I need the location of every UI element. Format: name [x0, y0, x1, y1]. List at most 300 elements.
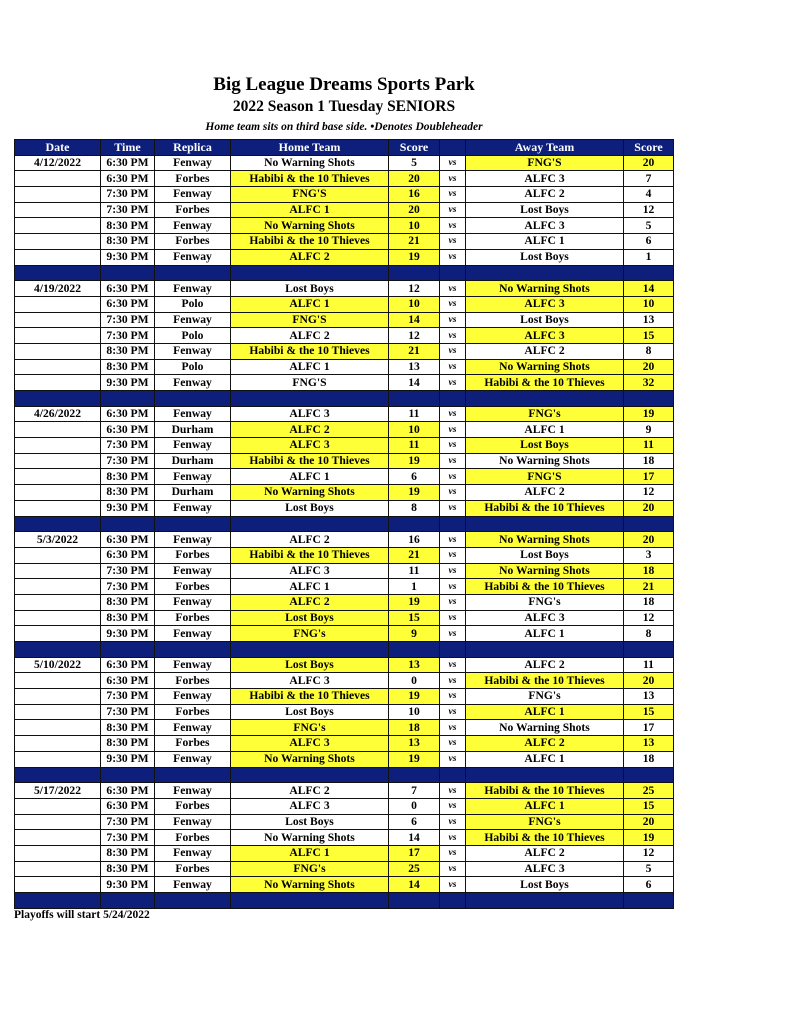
week-separator-row: [15, 391, 674, 407]
away-score-cell: 8: [624, 626, 674, 642]
home-team-cell: ALFC 1: [231, 579, 389, 595]
away-score-cell: 8: [624, 343, 674, 359]
date-cell: [15, 422, 101, 438]
date-cell: 4/26/2022: [15, 406, 101, 422]
table-row: [15, 171, 674, 187]
col-away-score: Score: [624, 140, 674, 156]
separator-cell: [231, 265, 389, 281]
away-score-cell: 20: [624, 500, 674, 516]
home-team-cell: Lost Boys: [231, 610, 389, 626]
vs-cell: vs: [440, 830, 466, 846]
vs-cell: vs: [440, 751, 466, 767]
separator-cell: [466, 516, 624, 532]
home-score-cell: 10: [389, 218, 440, 234]
vs-cell: vs: [440, 783, 466, 799]
vs-cell: vs: [440, 861, 466, 877]
home-score-cell: 8: [389, 500, 440, 516]
separator-cell: [389, 265, 440, 281]
away-team-cell: Habibi & the 10 Thieves: [466, 783, 624, 799]
table-row: [15, 155, 674, 171]
separator-cell: [101, 516, 155, 532]
away-score-cell: 15: [624, 798, 674, 814]
home-team-cell: ALFC 2: [231, 422, 389, 438]
home-team-cell: No Warning Shots: [231, 877, 389, 893]
replica-cell: Forbes: [155, 234, 231, 250]
away-score-cell: 5: [624, 218, 674, 234]
table-row: [15, 532, 674, 548]
week-separator-row: [15, 767, 674, 783]
separator-cell: [155, 265, 231, 281]
date-cell: [15, 877, 101, 893]
home-team-cell: Lost Boys: [231, 281, 389, 297]
away-team-cell: ALFC 2: [466, 485, 624, 501]
away-team-cell: ALFC 2: [466, 187, 624, 203]
time-cell: 8:30 PM: [101, 469, 155, 485]
home-team-cell: Lost Boys: [231, 657, 389, 673]
away-score-cell: 17: [624, 720, 674, 736]
replica-cell: Fenway: [155, 877, 231, 893]
replica-cell: Polo: [155, 359, 231, 375]
home-score-cell: 19: [389, 594, 440, 610]
away-team-cell: FNG's: [466, 814, 624, 830]
time-cell: 8:30 PM: [101, 218, 155, 234]
vs-cell: vs: [440, 171, 466, 187]
date-cell: [15, 171, 101, 187]
away-team-cell: No Warning Shots: [466, 563, 624, 579]
vs-cell: vs: [440, 359, 466, 375]
away-score-cell: 4: [624, 187, 674, 203]
time-cell: 7:30 PM: [101, 438, 155, 454]
time-cell: 9:30 PM: [101, 249, 155, 265]
separator-cell: [15, 642, 101, 658]
home-team-cell: No Warning Shots: [231, 751, 389, 767]
vs-cell: vs: [440, 469, 466, 485]
home-team-cell: FNG'S: [231, 375, 389, 391]
vs-cell: vs: [440, 626, 466, 642]
home-score-cell: 10: [389, 704, 440, 720]
separator-cell: [440, 265, 466, 281]
time-cell: 6:30 PM: [101, 547, 155, 563]
replica-cell: Forbes: [155, 547, 231, 563]
replica-cell: Fenway: [155, 218, 231, 234]
table-row: [15, 406, 674, 422]
home-score-cell: 12: [389, 281, 440, 297]
date-cell: [15, 736, 101, 752]
home-score-cell: 9: [389, 626, 440, 642]
away-team-cell: Lost Boys: [466, 438, 624, 454]
away-score-cell: 1: [624, 249, 674, 265]
table-row: [15, 751, 674, 767]
date-cell: [15, 234, 101, 250]
replica-cell: Fenway: [155, 814, 231, 830]
away-team-cell: ALFC 3: [466, 861, 624, 877]
table-row: [15, 861, 674, 877]
date-cell: [15, 689, 101, 705]
away-score-cell: 6: [624, 877, 674, 893]
table-row: [15, 689, 674, 705]
vs-cell: vs: [440, 485, 466, 501]
home-score-cell: 12: [389, 328, 440, 344]
replica-cell: Forbes: [155, 830, 231, 846]
table-row: [15, 563, 674, 579]
table-row: [15, 202, 674, 218]
home-score-cell: 7: [389, 783, 440, 799]
home-score-cell: 16: [389, 187, 440, 203]
table-row: [15, 830, 674, 846]
vs-cell: vs: [440, 422, 466, 438]
away-score-cell: 12: [624, 845, 674, 861]
home-team-cell: ALFC 3: [231, 798, 389, 814]
vs-cell: vs: [440, 547, 466, 563]
date-cell: [15, 830, 101, 846]
away-team-cell: Lost Boys: [466, 249, 624, 265]
away-score-cell: 13: [624, 689, 674, 705]
separator-cell: [101, 642, 155, 658]
date-cell: [15, 720, 101, 736]
home-score-cell: 6: [389, 469, 440, 485]
date-cell: [15, 296, 101, 312]
home-team-cell: ALFC 2: [231, 532, 389, 548]
separator-cell: [15, 391, 101, 407]
separator-cell: [440, 391, 466, 407]
home-score-cell: 20: [389, 171, 440, 187]
away-score-cell: 20: [624, 814, 674, 830]
away-score-cell: 18: [624, 751, 674, 767]
date-cell: [15, 861, 101, 877]
replica-cell: Fenway: [155, 249, 231, 265]
separator-cell: [389, 642, 440, 658]
away-score-cell: 20: [624, 532, 674, 548]
week-separator-row: [15, 265, 674, 281]
vs-cell: vs: [440, 689, 466, 705]
away-team-cell: FNG'S: [466, 469, 624, 485]
date-cell: [15, 202, 101, 218]
replica-cell: Polo: [155, 296, 231, 312]
schedule-body: [15, 155, 674, 908]
table-row: [15, 626, 674, 642]
date-cell: [15, 547, 101, 563]
replica-cell: Forbes: [155, 798, 231, 814]
table-row: [15, 673, 674, 689]
separator-cell: [15, 893, 101, 909]
vs-cell: vs: [440, 563, 466, 579]
home-score-cell: 6: [389, 814, 440, 830]
table-row: [15, 814, 674, 830]
date-cell: [15, 814, 101, 830]
away-team-cell: Lost Boys: [466, 202, 624, 218]
schedule-table: [14, 139, 674, 909]
table-row: [15, 218, 674, 234]
time-cell: 6:30 PM: [101, 673, 155, 689]
away-score-cell: 14: [624, 281, 674, 297]
home-score-cell: 15: [389, 610, 440, 626]
replica-cell: Polo: [155, 328, 231, 344]
home-team-cell: ALFC 1: [231, 202, 389, 218]
away-team-cell: ALFC 1: [466, 704, 624, 720]
table-row: [15, 296, 674, 312]
table-row: [15, 798, 674, 814]
home-score-cell: 13: [389, 657, 440, 673]
col-away-team: Away Team: [466, 140, 624, 156]
separator-cell: [624, 642, 674, 658]
time-cell: 6:30 PM: [101, 155, 155, 171]
separator-cell: [624, 767, 674, 783]
vs-cell: vs: [440, 814, 466, 830]
replica-cell: Durham: [155, 453, 231, 469]
home-team-cell: FNG'S: [231, 187, 389, 203]
date-cell: [15, 485, 101, 501]
col-date: Date: [15, 140, 101, 156]
time-cell: 6:30 PM: [101, 657, 155, 673]
separator-cell: [624, 893, 674, 909]
time-cell: 6:30 PM: [101, 281, 155, 297]
date-cell: 5/3/2022: [15, 532, 101, 548]
away-score-cell: 19: [624, 830, 674, 846]
replica-cell: Fenway: [155, 406, 231, 422]
vs-cell: vs: [440, 657, 466, 673]
date-cell: [15, 469, 101, 485]
separator-cell: [101, 767, 155, 783]
vs-cell: vs: [440, 343, 466, 359]
away-score-cell: 11: [624, 438, 674, 454]
time-cell: 7:30 PM: [101, 328, 155, 344]
replica-cell: Fenway: [155, 563, 231, 579]
away-score-cell: 19: [624, 406, 674, 422]
separator-cell: [624, 391, 674, 407]
vs-cell: vs: [440, 155, 466, 171]
date-cell: [15, 328, 101, 344]
col-replica: Replica: [155, 140, 231, 156]
home-score-cell: 14: [389, 877, 440, 893]
separator-cell: [466, 893, 624, 909]
time-cell: 6:30 PM: [101, 798, 155, 814]
time-cell: 6:30 PM: [101, 296, 155, 312]
table-row: [15, 704, 674, 720]
vs-cell: vs: [440, 532, 466, 548]
home-team-cell: Habibi & the 10 Thieves: [231, 171, 389, 187]
vs-cell: vs: [440, 249, 466, 265]
replica-cell: Fenway: [155, 500, 231, 516]
home-team-cell: ALFC 3: [231, 438, 389, 454]
away-score-cell: 15: [624, 328, 674, 344]
home-score-cell: 19: [389, 453, 440, 469]
away-team-cell: ALFC 1: [466, 234, 624, 250]
away-team-cell: Habibi & the 10 Thieves: [466, 830, 624, 846]
away-score-cell: 20: [624, 359, 674, 375]
away-team-cell: FNG's: [466, 594, 624, 610]
date-cell: [15, 579, 101, 595]
table-row: [15, 328, 674, 344]
time-cell: 8:30 PM: [101, 343, 155, 359]
replica-cell: Fenway: [155, 469, 231, 485]
home-score-cell: 11: [389, 406, 440, 422]
home-score-cell: 25: [389, 861, 440, 877]
table-row: [15, 187, 674, 203]
time-cell: 8:30 PM: [101, 594, 155, 610]
week-separator-row: [15, 516, 674, 532]
home-team-cell: FNG's: [231, 626, 389, 642]
separator-cell: [624, 265, 674, 281]
replica-cell: Forbes: [155, 171, 231, 187]
vs-cell: vs: [440, 736, 466, 752]
home-team-cell: No Warning Shots: [231, 218, 389, 234]
replica-cell: Forbes: [155, 610, 231, 626]
table-row: [15, 657, 674, 673]
separator-cell: [15, 265, 101, 281]
time-cell: 8:30 PM: [101, 861, 155, 877]
table-row: [15, 375, 674, 391]
home-score-cell: 0: [389, 798, 440, 814]
time-cell: 8:30 PM: [101, 485, 155, 501]
home-team-cell: No Warning Shots: [231, 155, 389, 171]
away-team-cell: ALFC 3: [466, 610, 624, 626]
col-home-team: Home Team: [231, 140, 389, 156]
date-cell: [15, 610, 101, 626]
home-score-cell: 13: [389, 359, 440, 375]
away-team-cell: ALFC 3: [466, 328, 624, 344]
replica-cell: Fenway: [155, 187, 231, 203]
date-cell: [15, 798, 101, 814]
home-score-cell: 21: [389, 343, 440, 359]
vs-cell: vs: [440, 610, 466, 626]
home-team-cell: ALFC 3: [231, 736, 389, 752]
week-separator-row: [15, 893, 674, 909]
replica-cell: Fenway: [155, 438, 231, 454]
replica-cell: Forbes: [155, 704, 231, 720]
separator-cell: [101, 893, 155, 909]
date-cell: [15, 343, 101, 359]
home-team-cell: Habibi & the 10 Thieves: [231, 343, 389, 359]
date-cell: 4/12/2022: [15, 155, 101, 171]
playoffs-note: Playoffs will start 5/24/2022: [14, 909, 150, 921]
separator-cell: [466, 265, 624, 281]
vs-cell: vs: [440, 877, 466, 893]
separator-cell: [466, 391, 624, 407]
vs-cell: vs: [440, 406, 466, 422]
away-team-cell: ALFC 2: [466, 736, 624, 752]
separator-cell: [466, 767, 624, 783]
table-row: [15, 783, 674, 799]
away-score-cell: 18: [624, 563, 674, 579]
date-cell: 5/10/2022: [15, 657, 101, 673]
away-team-cell: No Warning Shots: [466, 359, 624, 375]
home-score-cell: 20: [389, 202, 440, 218]
table-row: [15, 438, 674, 454]
vs-cell: vs: [440, 500, 466, 516]
time-cell: 7:30 PM: [101, 704, 155, 720]
home-team-cell: ALFC 3: [231, 406, 389, 422]
table-row: [15, 547, 674, 563]
date-cell: [15, 845, 101, 861]
home-team-cell: No Warning Shots: [231, 830, 389, 846]
date-cell: [15, 218, 101, 234]
away-score-cell: 20: [624, 155, 674, 171]
date-cell: [15, 187, 101, 203]
separator-cell: [155, 391, 231, 407]
replica-cell: Fenway: [155, 751, 231, 767]
separator-cell: [15, 516, 101, 532]
away-score-cell: 32: [624, 375, 674, 391]
time-cell: 6:30 PM: [101, 783, 155, 799]
replica-cell: Fenway: [155, 689, 231, 705]
home-team-cell: FNG'S: [231, 312, 389, 328]
home-team-cell: Lost Boys: [231, 814, 389, 830]
home-score-cell: 5: [389, 155, 440, 171]
time-cell: 6:30 PM: [101, 422, 155, 438]
time-cell: 7:30 PM: [101, 453, 155, 469]
date-cell: [15, 312, 101, 328]
away-score-cell: 17: [624, 469, 674, 485]
home-score-cell: 11: [389, 563, 440, 579]
separator-cell: [389, 516, 440, 532]
replica-cell: Forbes: [155, 202, 231, 218]
separator-cell: [624, 516, 674, 532]
home-score-cell: 19: [389, 485, 440, 501]
table-row: [15, 343, 674, 359]
home-team-cell: ALFC 2: [231, 594, 389, 610]
away-score-cell: 3: [624, 547, 674, 563]
home-score-cell: 19: [389, 751, 440, 767]
away-team-cell: ALFC 1: [466, 626, 624, 642]
separator-cell: [231, 391, 389, 407]
away-team-cell: FNG's: [466, 689, 624, 705]
vs-cell: vs: [440, 202, 466, 218]
time-cell: 7:30 PM: [101, 689, 155, 705]
away-team-cell: ALFC 2: [466, 343, 624, 359]
away-team-cell: Lost Boys: [466, 312, 624, 328]
separator-cell: [389, 391, 440, 407]
time-cell: 8:30 PM: [101, 845, 155, 861]
time-cell: 7:30 PM: [101, 187, 155, 203]
date-cell: [15, 500, 101, 516]
replica-cell: Fenway: [155, 532, 231, 548]
away-team-cell: ALFC 3: [466, 296, 624, 312]
away-score-cell: 12: [624, 202, 674, 218]
date-cell: [15, 673, 101, 689]
separator-cell: [15, 767, 101, 783]
away-score-cell: 25: [624, 783, 674, 799]
away-score-cell: 20: [624, 673, 674, 689]
away-score-cell: 10: [624, 296, 674, 312]
home-score-cell: 1: [389, 579, 440, 595]
separator-cell: [101, 265, 155, 281]
away-team-cell: Lost Boys: [466, 877, 624, 893]
home-team-cell: FNG's: [231, 861, 389, 877]
home-team-cell: FNG's: [231, 720, 389, 736]
separator-cell: [440, 893, 466, 909]
away-team-cell: ALFC 2: [466, 657, 624, 673]
away-score-cell: 12: [624, 485, 674, 501]
away-team-cell: ALFC 1: [466, 798, 624, 814]
separator-cell: [155, 516, 231, 532]
table-row: [15, 736, 674, 752]
away-team-cell: ALFC 3: [466, 218, 624, 234]
home-score-cell: 13: [389, 736, 440, 752]
separator-cell: [231, 516, 389, 532]
home-score-cell: 19: [389, 689, 440, 705]
vs-cell: vs: [440, 579, 466, 595]
table-row: [15, 485, 674, 501]
away-score-cell: 18: [624, 594, 674, 610]
separator-cell: [155, 893, 231, 909]
time-cell: 8:30 PM: [101, 610, 155, 626]
separator-cell: [389, 767, 440, 783]
replica-cell: Durham: [155, 422, 231, 438]
table-row: [15, 500, 674, 516]
away-team-cell: No Warning Shots: [466, 720, 624, 736]
time-cell: 6:30 PM: [101, 532, 155, 548]
time-cell: 9:30 PM: [101, 500, 155, 516]
